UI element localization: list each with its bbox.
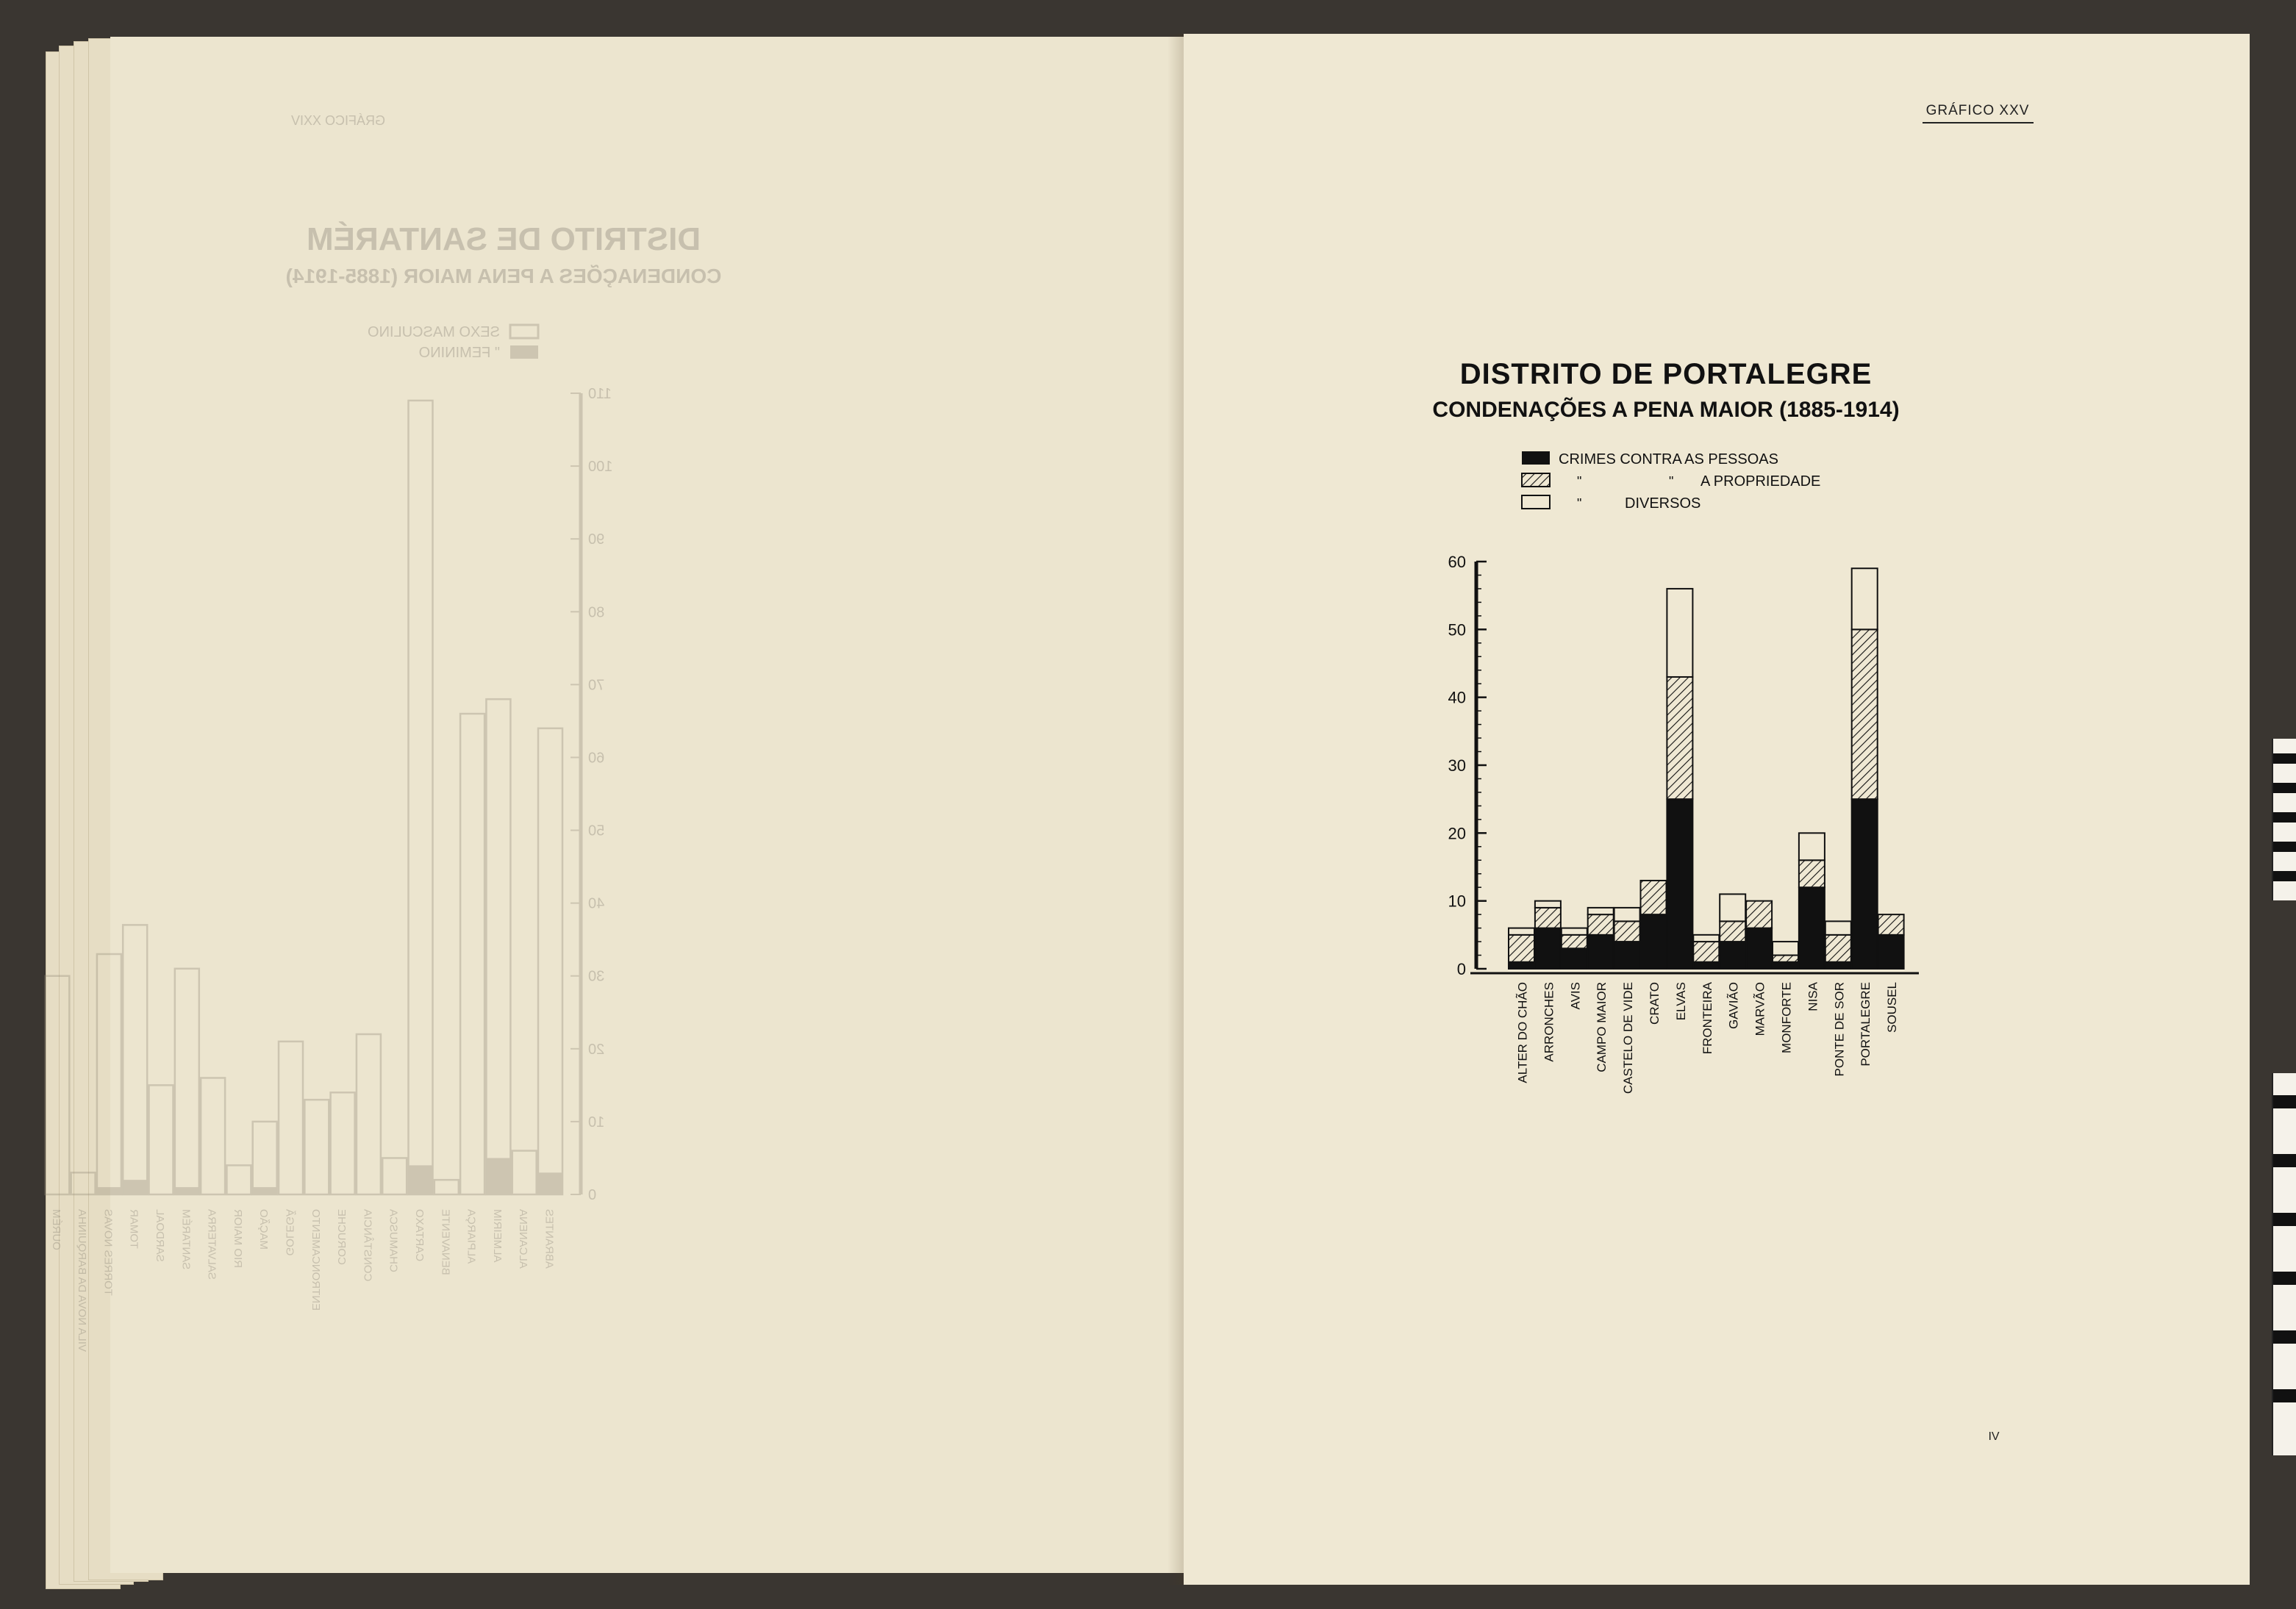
ghost-bar-female xyxy=(175,1187,199,1194)
bar-segment-diversos xyxy=(1825,921,1851,934)
legend-ditto: " xyxy=(1577,496,1582,511)
y-tick-label: 20 xyxy=(1448,824,1466,843)
bar-segment-propriedade xyxy=(1562,935,1587,948)
right-page xyxy=(1184,34,2250,1585)
x-tick-label: ALTER DO CHÃO xyxy=(1515,982,1530,1083)
ghost-tick-label: 50 xyxy=(588,823,605,839)
legend-label-propriedade: A PROPRIEDADE xyxy=(1700,473,1821,490)
ghost-tick-label: 90 xyxy=(588,531,605,548)
x-tick-label: CAMPO MAIOR xyxy=(1595,982,1609,1072)
ghost-category-label: ENTRONCAMENTO xyxy=(309,1209,322,1311)
ghost-category-label: SARDOAL xyxy=(154,1209,166,1262)
legend-swatch-diversos xyxy=(1522,495,1550,509)
y-tick-label: 10 xyxy=(1448,892,1466,911)
legend-swatch-propriedade xyxy=(1522,473,1550,487)
bar-segment-diversos xyxy=(1614,908,1640,921)
legend-ditto: " xyxy=(1669,474,1674,489)
ghost-category-label: RIO MAIOR xyxy=(231,1209,244,1269)
bar-segment-diversos xyxy=(1562,928,1587,935)
bar-segment-pessoas xyxy=(1535,928,1561,969)
left-page xyxy=(49,37,1184,1573)
legend-ditto: " xyxy=(1577,474,1582,489)
ghost-bar-female xyxy=(253,1187,277,1194)
bar-segment-pessoas xyxy=(1825,962,1851,969)
bar-segment-propriedade xyxy=(1693,942,1719,962)
y-tick-label: 40 xyxy=(1448,688,1466,707)
x-tick-label: GAVIÃO xyxy=(1726,982,1741,1029)
ghost-tick-label: 30 xyxy=(588,968,605,985)
ghost-category-label: OURÉM xyxy=(49,1209,62,1250)
x-tick-label: CASTELO DE VIDE xyxy=(1621,982,1636,1094)
bar-segment-propriedade xyxy=(1535,908,1561,928)
ghost-category-label: CARTAXO xyxy=(413,1209,426,1262)
bar-segment-diversos xyxy=(1693,935,1719,942)
bar-segment-pessoas xyxy=(1641,914,1667,969)
ghost-tick-label: 10 xyxy=(588,1114,605,1130)
ghost-category-label: SALVATERRA xyxy=(205,1209,218,1280)
x-tick-label: NISA xyxy=(1806,982,1820,1011)
legend-label-diversos: DIVERSOS xyxy=(1625,495,1701,512)
ghost-legend-2: " FEMININO xyxy=(418,345,500,361)
x-tick-label: SOUSEL xyxy=(1885,982,1900,1033)
ghost-bar-male xyxy=(486,699,510,1194)
x-tick-label: ARRONCHES xyxy=(1542,982,1556,1062)
bar-segment-propriedade xyxy=(1825,935,1851,962)
ghost-tick-label: 70 xyxy=(588,677,605,694)
y-tick-label: 50 xyxy=(1448,620,1466,639)
x-tick-label: CRATO xyxy=(1648,982,1662,1025)
chart-title: DISTRITO DE PORTALEGRE xyxy=(1459,358,1873,390)
ghost-category-label: SANTARÉM xyxy=(179,1209,193,1270)
ghost-bar-male xyxy=(304,1100,329,1194)
y-tick-label: 0 xyxy=(1456,960,1466,978)
ghost-title: DISTRITO DE SANTARÉM xyxy=(306,221,701,257)
bar-segment-propriedade xyxy=(1667,677,1692,799)
ghost-bar-female xyxy=(123,1180,147,1194)
x-tick-label: MARVÃO xyxy=(1753,982,1767,1036)
bar-segment-pessoas xyxy=(1614,942,1640,969)
bar-segment-propriedade xyxy=(1509,935,1534,962)
ghost-subtitle: CONDENAÇÕES A PENA MAIOR (1885-1914) xyxy=(285,265,722,287)
ghost-bar-female xyxy=(97,1187,121,1194)
x-tick-label: AVIS xyxy=(1568,982,1583,1010)
bar-segment-pessoas xyxy=(1693,962,1719,969)
ghost-bar-male xyxy=(460,714,484,1194)
ghost-bar-male xyxy=(149,1085,174,1194)
bar-segment-propriedade xyxy=(1720,921,1745,942)
bar-segment-pessoas xyxy=(1720,942,1745,969)
bar-segment-propriedade xyxy=(1614,921,1640,942)
ghost-bar-male xyxy=(434,1180,459,1194)
chart-page-svg xyxy=(1184,34,2250,1585)
ghost-category-label: MAÇÃO xyxy=(257,1209,271,1250)
ghost-category-label: ALMEIRIM xyxy=(490,1209,504,1263)
ghost-category-label: TORRES NOVAS xyxy=(101,1209,115,1296)
ghost-bar-male xyxy=(538,728,562,1194)
page-number: IV xyxy=(1988,1430,2000,1443)
bars xyxy=(1509,568,1904,969)
ghost-bar-male xyxy=(382,1158,407,1194)
y-tick-label: 30 xyxy=(1448,756,1466,775)
ghost-category-label: CONSTÂNCIA xyxy=(361,1209,374,1282)
bar-segment-pessoas xyxy=(1746,928,1772,969)
x-tick-label: FRONTEIRA xyxy=(1700,982,1714,1055)
bar-segment-pessoas xyxy=(1509,962,1534,969)
plate-label: GRÁFICO XXV xyxy=(1925,103,2030,118)
ghost-bar-male xyxy=(512,1151,537,1194)
ghost-tick-label: 110 xyxy=(588,386,612,402)
x-labels xyxy=(1516,981,1900,1094)
ghost-bar-male xyxy=(201,1078,225,1194)
ghost-bar-female xyxy=(538,1172,562,1194)
bar-segment-diversos xyxy=(1720,894,1745,921)
ghost-category-label: VILA NOVA DA BARQUINHA xyxy=(76,1209,89,1352)
chart-subtitle: CONDENAÇÕES A PENA MAIOR (1885-1914) xyxy=(1432,398,1900,422)
bar-segment-diversos xyxy=(1852,568,1878,629)
legend-label-pessoas: CRIMES CONTRA AS PESSOAS xyxy=(1559,451,1778,467)
ghost-legend-1: SEXO MASCULINO xyxy=(367,324,500,340)
ghost-category-label: ALCANENA xyxy=(517,1209,530,1269)
bar-segment-diversos xyxy=(1667,589,1692,677)
bar-segment-propriedade xyxy=(1799,860,1825,887)
x-tick-label: ELVAS xyxy=(1673,982,1688,1021)
ghost-category-label: CHAMUSCA xyxy=(387,1209,400,1272)
ghost-bar-male xyxy=(123,925,147,1194)
ghost-bar-male xyxy=(175,969,199,1194)
show-through-chart xyxy=(49,37,1184,1573)
ghost-category-label: GOLEGÃ xyxy=(283,1209,296,1256)
ghost-bar-male xyxy=(279,1042,303,1194)
bar-segment-propriedade xyxy=(1773,956,1798,962)
legend xyxy=(1522,451,1820,512)
bar-segment-diversos xyxy=(1535,901,1561,908)
ghost-category-label: TOMAR xyxy=(127,1209,140,1249)
ghost-tick-label: 40 xyxy=(588,895,605,912)
bar-segment-diversos xyxy=(1799,833,1825,860)
x-tick-label: MONFORTE xyxy=(1779,982,1794,1053)
bar-segment-diversos xyxy=(1588,908,1614,914)
bar-segment-pessoas xyxy=(1667,799,1692,969)
ghost-plate-label: GRÁFICO XXIV xyxy=(290,113,386,128)
x-tick-label: PORTALEGRE xyxy=(1859,982,1873,1067)
bar-segment-propriedade xyxy=(1878,914,1904,935)
ghost-category-label: BENAVENTE xyxy=(439,1209,452,1275)
bar-segment-pessoas xyxy=(1588,935,1614,969)
ghost-tick-label: 60 xyxy=(588,750,605,767)
scale-ruler xyxy=(2272,739,2296,900)
bar-segment-pessoas xyxy=(1852,799,1878,969)
bar-segment-diversos xyxy=(1773,942,1798,955)
bar-segment-propriedade xyxy=(1852,629,1878,799)
bar-segment-propriedade xyxy=(1746,901,1772,928)
ghost-bar-male xyxy=(253,1122,277,1194)
bar-segment-diversos xyxy=(1509,928,1534,935)
ghost-bar-male xyxy=(226,1165,251,1194)
bar-segment-pessoas xyxy=(1799,887,1825,969)
ghost-tick-label: 80 xyxy=(588,604,605,621)
x-tick-label: PONTE DE SOR xyxy=(1832,982,1847,1077)
ghost-tick-label: 100 xyxy=(588,459,613,476)
bar-segment-propriedade xyxy=(1588,914,1614,935)
ghost-tick-label: 20 xyxy=(588,1041,605,1058)
ghost-bar-female xyxy=(486,1158,510,1194)
y-tick-label: 60 xyxy=(1448,553,1466,571)
ghost-category-label: ABRANTES xyxy=(543,1209,556,1269)
ghost-bar-male xyxy=(357,1034,381,1194)
bar-segment-pessoas xyxy=(1562,948,1587,969)
ghost-bar-female xyxy=(409,1165,433,1194)
legend-swatch-pessoas xyxy=(1522,451,1550,465)
scale-ruler xyxy=(2272,1073,2296,1455)
ghost-bar-male xyxy=(409,401,433,1194)
ghost-tick-label: 0 xyxy=(588,1187,597,1203)
bar-segment-propriedade xyxy=(1641,881,1667,914)
ghost-bar-male xyxy=(331,1092,355,1194)
ghost-category-label: ALPIARÇA xyxy=(465,1209,478,1264)
ghost-category-label: CORUCHE xyxy=(335,1209,348,1265)
bar-segment-pessoas xyxy=(1773,962,1798,969)
bar-segment-pessoas xyxy=(1878,935,1904,969)
